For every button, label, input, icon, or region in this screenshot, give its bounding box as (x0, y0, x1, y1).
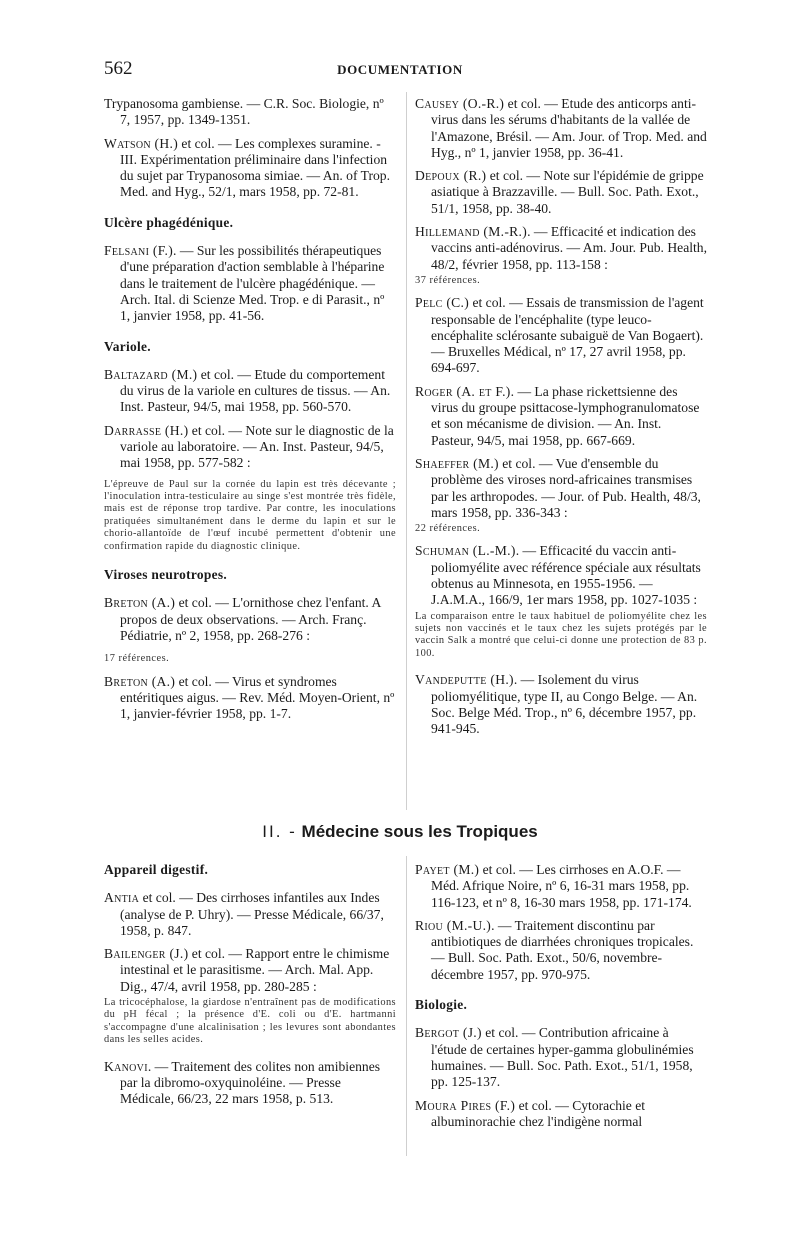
section-heading-variole: Variole. (104, 338, 151, 354)
citation-bailenger (104, 946, 396, 995)
citation-author: Darrasse (H.) (104, 422, 189, 438)
column-right-upper (415, 96, 707, 744)
citation-author: Bergot (J.) (415, 1025, 482, 1041)
citation-kanovi (104, 1059, 396, 1108)
citation-author: Kanovi (104, 1058, 148, 1074)
section-heading-digestif: Appareil digestif. (104, 862, 209, 877)
citation-text: et col. — Vue d'ensemble du problème des viroses nord-africaines transmises par les arthropodes. — Jour. of Pub. Health, 48/3, mars 1958, pp. 336-343 : (431, 455, 701, 520)
abstract-note: La tricocéphalose, la giardose n'entraînent pas de modifications du pH fécal ; la présence d'E. coli ou d'E. hartmanni s'accompagne d'une alcalinisation ; les levures sont abondantes dans les selles acides. (104, 997, 396, 1046)
column-left-upper (104, 96, 396, 729)
abstract-note: La comparaison entre le taux habituel de poliomyélite chez les sujets non vaccinés et le taux chez les sujets protégés par le vaccin Salk a montré que celui-ci donne une protection de 83 p. 100. (415, 610, 707, 659)
citation-baltazard (104, 367, 396, 416)
citation-author: Bailenger (J.) (104, 946, 189, 962)
abstract-note: L'épreuve de Paul sur la cornée du lapin est très décevante ; l'inoculation intra-testiculaire au singe s'est montrée très fidèle, mais est de réponse trop tardive. Par contre, les inoculations pratiquées simultanément dans le derme du lapin et sur le chorio-allantoïde de l'œuf incubé permettent d'obtenir une confirmation rapide du diagnostic clinique. (104, 478, 396, 552)
citation-text: . — La phase rickettsienne des virus du groupe psittacose-lymphogranulomatose et son mécanisme de division. — An. Inst. Pasteur, 94/5, mai 1958, pp. 667-669. (431, 383, 700, 448)
section-heading-ulcere: Ulcère phagédénique. (104, 214, 234, 230)
citation-text: et col. — Rapport entre le chimisme intestinal et le parasitisme. — Arch. Mal. App. Dig., 47/4, avril 1958, pp. 280-285 : (120, 946, 390, 994)
citation-author: Antia (104, 890, 140, 906)
citation-text: et col. — Etude des anticorps anti-virus dans les sérums d'habitants de la vallée de l'Amazone, Brésil. — Am. Jour. of Trop. Med. and Hyg., nº 1, janvier 1958, pp. 36-41. (431, 96, 707, 160)
citation-text: et col. — Virus et syndromes entéritiques aigus. — Rev. Méd. Moyen-Orient, nº 1, janvier-février 1958, pp. 1-7. (120, 673, 395, 722)
citation-text: Trypanosoma gambiense. — C.R. Soc. Biologie, nº 7, 1957, pp. 1349-1351. (104, 96, 384, 128)
citation-text: et col. — Des cirrhoses infantiles aux Indes (analyse de P. Uhry). — Presse Médicale, 66/37, 1958, p. 847. (120, 890, 384, 938)
citation-causey (415, 96, 707, 161)
citation-author: Breton (A.) (104, 673, 176, 689)
citation-text: et col. — Essais de transmission de l'agent responsable de l'encéphalite (type leuco-encéphalite sclérosante subaiguë de Van Bogaert). — Bruxelles Médical, nº 17, 27 avril 1958, pp. 694-697. (431, 295, 704, 376)
section-heading-viroses: Viroses neurotropes. (104, 567, 228, 583)
citation-darrasse (104, 423, 396, 472)
citation-text: . — Traitement discontinu par antibiotiques de diarrhées chroniques tropicales. — Bull. Soc. Path. Exot., 50/6, novembre-décembre 1957, pp. 970-975. (431, 917, 694, 982)
citation-author: Felsani (F.) (104, 243, 174, 259)
citation-author: Schuman (L.-M.) (415, 543, 516, 559)
citation-author: Depoux (R.) (415, 168, 487, 184)
citation-moura-pires (415, 1098, 707, 1131)
citation-hillemand (415, 224, 707, 273)
part-heading (0, 822, 800, 842)
citation-text: et col. — Note sur l'épidémie de grippe asiatique à Brazzaville. — Bull. Soc. Path. Exot., 51/1, 1958, pp. 38-40. (431, 168, 704, 216)
citation-depoux (415, 168, 707, 217)
citation-text: . — Sur les possibilités thérapeutiques d'une préparation d'action semblable à l'héparine dans le traitement de l'ulcère phagédénique. — Arch. Ital. di Scienze Med. Trop. e di Parasit., nº 1, janvier 1958, pp. 41-56. (120, 243, 385, 324)
part-title-text: Médecine sous les Tropiques (301, 822, 538, 841)
citation-bergot (415, 1025, 707, 1090)
column-right-lower (415, 862, 707, 1137)
citation-text: . — Efficacité du vaccin anti-poliomyélite avec référence spéciale aux résultats obtenus au Minnesota, en 1955-1956. — J.A.M.A., 166/9, 1er mars 1958, pp. 1027-1035 : (431, 543, 701, 608)
citation-author: Moura Pires (F.) (415, 1097, 516, 1113)
citation-text: et col. — Etude du comportement du virus de la variole en cultures de tissus. — An. Inst. Pasteur, 94/5, mai 1958, pp. 560-570. (120, 366, 391, 415)
citation-breton-2 (104, 674, 396, 723)
citation-author: Roger (A. et F.) (415, 383, 511, 399)
citation-author: Breton (A.) (104, 595, 176, 611)
citation-author: Vandeputte (H.) (415, 672, 514, 688)
citation-author: Pelc (C.) (415, 295, 470, 311)
reference-count: 22 références. (415, 523, 481, 535)
citation-text: . — Traitement des colites non amibiennes par la dibromo-oxyquinoléine. — Presse Médicale, 66/23, 22 mars 1958, p. 513. (120, 1058, 381, 1107)
citation-watson (104, 136, 396, 201)
citation-roger (415, 384, 707, 449)
column-divider (406, 92, 407, 810)
citation-pelc (415, 295, 707, 376)
page-number: 562 (104, 58, 133, 79)
citation-text: et col. — Les complexes suramine. - III. Expérimentation préliminaire dans l'infection du sujet par Trypanosoma simiae. — An. of Trop. Med. and Hyg., 52/1, mars 1958, pp. 72-81. (120, 135, 390, 200)
page-header (0, 58, 800, 82)
citation-author: Payet (M.) (415, 862, 480, 877)
column-left-lower (104, 862, 396, 1115)
citation-author: Shaeffer (M.) (415, 455, 499, 471)
citation-vandeputte (415, 672, 707, 737)
citation-text: . — Isolement du virus poliomyélitique, type II, au Congo Belge. — An. Soc. Belge Méd. Trop., nº 6, décembre 1957, pp. 941-945. (431, 672, 698, 737)
citation-author: Causey (O.-R.) (415, 96, 505, 111)
part-number: II. - (262, 822, 297, 841)
citation-author: Baltazard (M.) (104, 366, 198, 382)
citation-text: et col. — Les cirrhoses en A.O.F. — Méd. Afrique Noire, nº 6, 16-31 mars 1958, pp. 116-123, et nº 8, 16-30 mars 1958, pp. 171-174. (431, 862, 692, 910)
citation-text: et col. — Contribution africaine à l'étude de certaines hyper-gamma globulinémies humaines. — Bull. Soc. Path. Exot., 51/1, 1958, pp. 125-137. (431, 1025, 694, 1090)
citation-antia (104, 890, 396, 939)
citation-text: et col. — Cytorachie et albuminorachie chez l'indigène normal (431, 1097, 646, 1129)
running-title: DOCUMENTATION (337, 62, 463, 77)
citation-schuman (415, 543, 707, 608)
citation-author: Riou (M.-U.) (415, 917, 492, 933)
reference-count: 37 références. (415, 274, 481, 286)
citation-shaeffer (415, 456, 707, 521)
citation-breton-1 (104, 595, 396, 644)
citation-author: Hillemand (M.-R.) (415, 224, 528, 240)
citation-text: et col. — Note sur le diagnostic de la variole au laboratoire. — An. Inst. Pasteur, 94/5, mai 1958, pp. 577-582 : (120, 422, 394, 471)
citation-felsani (104, 243, 396, 324)
citation-text: . — Efficacité et indication des vaccins anti-adénovirus. — Am. Jour. Pub. Health, 48/2, février 1958, pp. 113-158 : (431, 224, 707, 272)
section-heading-biologie: Biologie. (415, 997, 468, 1013)
citation-payet (415, 862, 707, 911)
reference-count: 17 références. (104, 653, 170, 665)
citation-author: Watson (H.) (104, 135, 179, 151)
column-divider-lower (406, 856, 407, 1156)
citation-text: et col. — L'ornithose chez l'enfant. A propos de deux observations. — Arch. Franç. Pédiatrie, nº 2, 1958, pp. 268-276 : (120, 595, 381, 643)
citation-riou (415, 918, 707, 983)
citation-continuation (104, 96, 396, 129)
